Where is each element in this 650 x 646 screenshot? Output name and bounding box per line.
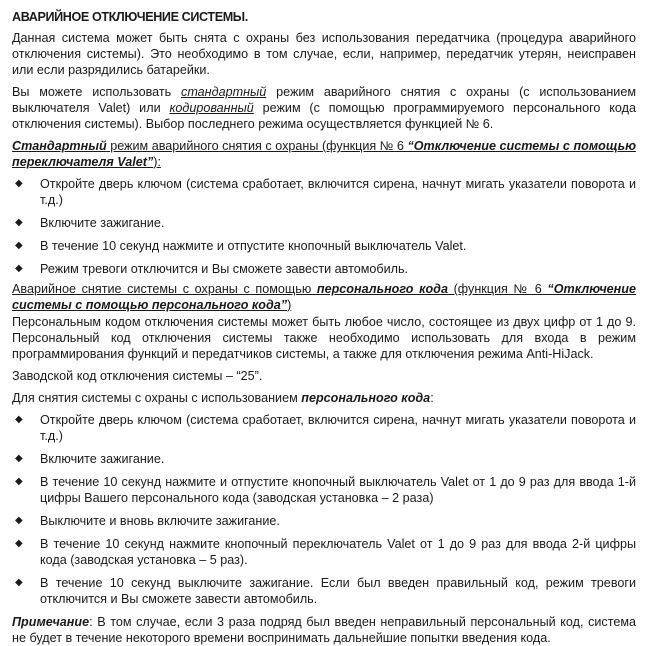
personal-code-term: персонального кода <box>316 282 448 296</box>
diamond-bullet-icon: ◆ <box>15 217 23 228</box>
step-text: В течение 10 секунд нажмите и отпустите кнопочный выключатель Valet. <box>40 239 467 253</box>
step-text: В течение 10 секунд нажмите кнопочный переключатель Valet от 1 до 9 раз для ввода 2-й цифры кода (заводская установка – 5 раз). <box>40 537 636 567</box>
modes-text: режим (с помощью программируемого персонального кода отключения системы). Выбор последнего режима осуществляется функцией № 6. <box>12 101 636 131</box>
modes-paragraph <box>12 84 636 132</box>
step-text: Выключите и вновь включите зажигание. <box>40 514 280 528</box>
step-text: Откройте дверь ключом (система сработает, включится сирена, начнут мигать указатели поворота и т.д.) <box>40 177 636 207</box>
heading-text: режим аварийного снятия с охраны (функция № 6 <box>106 139 408 153</box>
note-paragraph <box>12 614 636 646</box>
code-description: Персональным кодом отключения системы может быть любое число, состоящее из двух цифр от 1 до 9. Персональный код отключения системы также необходимо использовать для входа в режим программирования функций и передатчиков системы, а также для отключения режима Anti-HiJack. <box>12 315 636 361</box>
list-item <box>12 474 636 506</box>
diamond-bullet-icon: ◆ <box>15 240 23 251</box>
list-item <box>12 215 636 231</box>
step-text: Режим тревоги отключится и Вы сможете завести автомобиль. <box>40 262 409 276</box>
standard-section-heading <box>12 138 636 170</box>
diamond-bullet-icon: ◆ <box>15 414 23 425</box>
step-text: В течение 10 секунд выключите зажигание. Если был введен правильный код, режим тревоги отключится и Вы сможете завести автомобиль. <box>40 576 636 606</box>
code-steps-list <box>12 412 636 607</box>
standard-steps-list <box>12 176 636 277</box>
heading-text: Аварийное снятие системы с охраны с помощью <box>12 282 317 296</box>
heading-text: ): <box>153 155 161 169</box>
list-item <box>12 176 636 208</box>
coded-mode-term: кодированный <box>169 101 254 115</box>
list-item <box>12 261 636 277</box>
note-text: : В том случае, если 3 раза подряд был введен неправильный персональный код, система не будет в течение некоторого времени воспринимать дальнейшие попытки введения кода. <box>12 615 636 645</box>
diamond-bullet-icon: ◆ <box>15 476 23 487</box>
diamond-bullet-icon: ◆ <box>15 263 23 274</box>
intro-paragraph: Данная система может быть снята с охраны без использования передатчика (процедура аварийного отключения системы). Это необходимо в том случае, если, например, передатчик утерян, неисправен или если разрядились батарейки. <box>12 31 636 77</box>
code-section-heading <box>12 281 636 313</box>
function-name: “Отключение системы с помощью переключателя Valet” <box>12 139 636 169</box>
list-item <box>12 513 636 529</box>
list-item <box>12 451 636 467</box>
page-title: АВАРИЙНОЕ ОТКЛЮЧЕНИЕ СИСТЕМЫ. <box>12 10 248 24</box>
diamond-bullet-icon: ◆ <box>15 453 23 464</box>
intro-text: : <box>430 391 434 405</box>
modes-text: режим аварийного снятия с охраны (с использованием выключателя Valet) или <box>12 85 636 115</box>
diamond-bullet-icon: ◆ <box>15 178 23 189</box>
note-label: Примечание <box>12 615 90 629</box>
standard-term: Стандартный <box>12 139 107 153</box>
step-text: Откройте дверь ключом (система сработает, включится сирена, начнут мигать указатели поворота и т.д.) <box>40 413 636 443</box>
personal-code-term: персонального кода <box>301 391 431 405</box>
modes-text: Вы можете использовать <box>12 85 182 99</box>
code-intro <box>12 390 636 406</box>
standard-mode-term: стандартный <box>181 85 267 99</box>
step-text: Включите зажигание. <box>40 452 165 466</box>
function-name: “Отключение системы с помощью персонального кода” <box>12 282 636 312</box>
diamond-bullet-icon: ◆ <box>15 577 23 588</box>
step-text: Включите зажигание. <box>40 216 165 230</box>
factory-code-text: Заводской код отключения системы – “25”. <box>12 369 263 383</box>
diamond-bullet-icon: ◆ <box>15 515 23 526</box>
list-item <box>12 536 636 568</box>
step-text: В течение 10 секунд нажмите и отпустите кнопочный выключатель Valet от 1 до 9 раз для ввода 1-й цифры Вашего персонального кода (заводская установка – 2 раза) <box>40 475 636 505</box>
intro-text: Для снятия системы с охраны с использованием <box>12 391 302 405</box>
heading-text: ) <box>287 298 292 312</box>
list-item <box>12 238 636 254</box>
heading-text: (функция № 6 <box>447 282 548 296</box>
list-item <box>12 575 636 607</box>
list-item <box>12 412 636 444</box>
diamond-bullet-icon: ◆ <box>15 538 23 549</box>
